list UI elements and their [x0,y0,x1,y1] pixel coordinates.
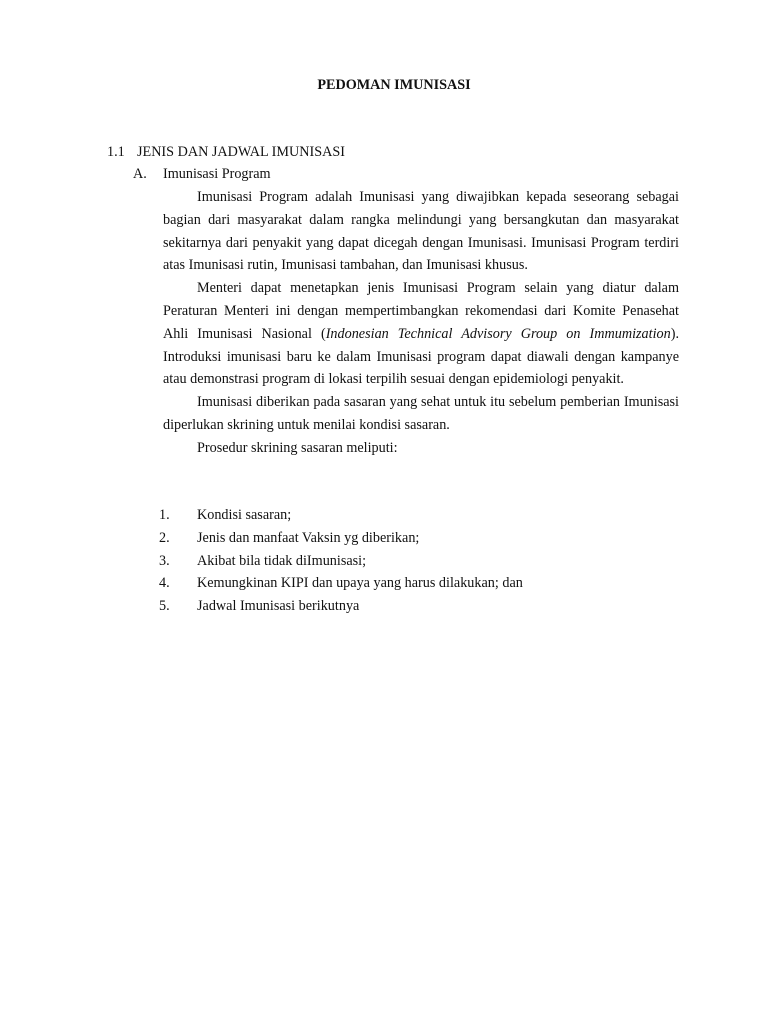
list-item-number: 1. [159,507,170,523]
paragraph-2-text-start: Menteri dapat menetapkan jenis Imunisasi Program selain yang diatur dalam Peraturan Menteri ini dengan mempertimbangkan rekomendasi dari Komite Penasehat Ahli Imunisasi Nasional ( [163,280,679,342]
list-item [159,595,679,618]
screening-list [159,504,679,618]
section-number: 1.1 [107,144,125,160]
list-item [159,504,679,527]
paragraph-1: Imunisasi Program adalah Imunisasi yang diwajibkan kepada seseorang sebagai bagian dari masyarakat dalam rangka melindungi yang bersangkutan dan masyarakat sekitarnya dari penyakit yang dapat dicegah dengan Imunisasi. Imunisasi Program terdiri atas Imunisasi rutin, Imunisasi tambahan, dan Imunisasi khusus. [163,189,679,274]
section-heading [107,144,345,161]
subsection-letter: A. [133,166,147,182]
document-title: PEDOMAN IMUNISASI [317,77,471,93]
list-item-text: Kondisi sasaran; [197,507,292,523]
body-text [163,186,679,460]
list-item [159,572,679,595]
list-item-text: Akibat bila tidak diImunisasi; [197,552,367,569]
list-item [159,527,679,550]
subsection-heading [133,166,271,183]
list-item-number: 2. [159,529,170,546]
list-item-text: Kemungkinan KIPI dan upaya yang harus dilakukan; dan [197,575,523,592]
paragraph-4: Prosedur skrining sasaran meliputi: [197,439,398,456]
section-title: JENIS DAN JADWAL IMUNISASI [137,144,345,160]
paragraph-2-italic-term: Indonesian Technical Advisory Group on Immumization [325,325,671,342]
paragraph-2 [163,277,679,391]
list-item-text: Jadwal Imunisasi berikutnya [197,598,360,615]
list-item-number: 4. [159,575,170,592]
list-item-text: Jenis dan manfaat Vaksin yg diberikan; [197,529,420,546]
list-item [159,550,679,573]
list-item-number: 3. [159,552,170,569]
list-item-number: 5. [159,598,170,615]
paragraph-3: Imunisasi diberikan pada sasaran yang sehat untuk itu sebelum pemberian Imunisasi diperlukan skrining untuk menilai kondisi sasaran. [163,394,679,433]
paragraph-2-text-end: ). Introduksi imunisasi baru ke dalam Imunisasi program dapat diawali dengan kampanye atau demonstrasi program di lokasi terpilih sesuai dengan epidemiologi penyakit. [163,325,679,388]
subsection-title: Imunisasi Program [163,166,271,182]
